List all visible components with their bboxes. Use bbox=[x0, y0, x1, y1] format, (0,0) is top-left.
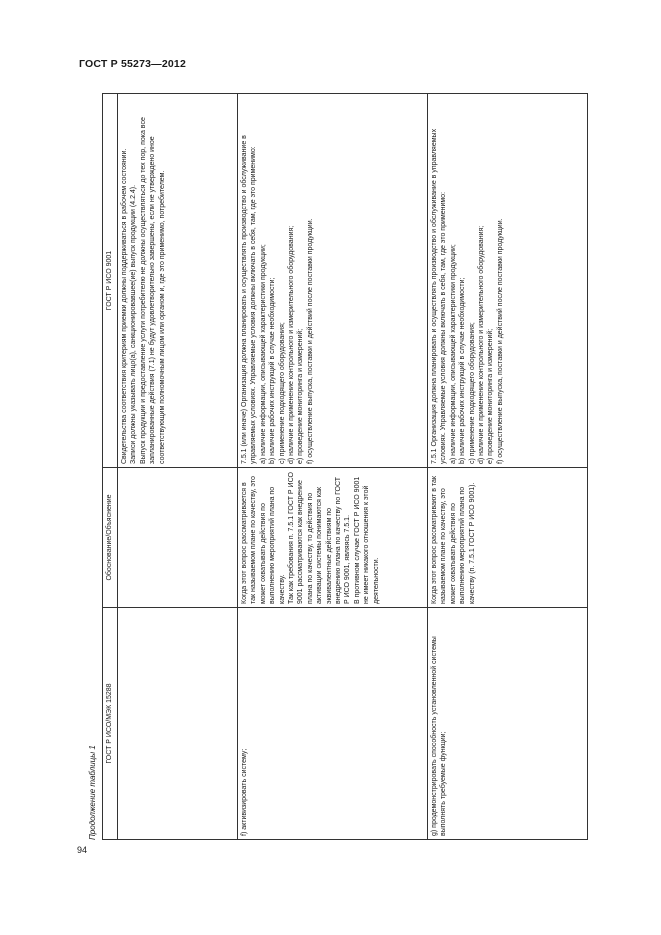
page-number: 94 bbox=[77, 845, 88, 855]
cell-paragraph: Так как требования п. 7.5.1 ГОСТ Р ИСО 9001 рассматриваются как внедрение плана по качеству, то действия по активации системы понимаются как эквивалентные действиям по внедрению плана по качеству по ГОСТ Р ИСО 9001, являясь 7.5.1. bbox=[288, 472, 352, 604]
cell-iso15288: f) активизировать систему; bbox=[238, 608, 428, 840]
cell-rationale bbox=[428, 468, 588, 608]
column-header-iso9001: ГОСТ Р ИСО 9001 bbox=[103, 94, 118, 468]
cell-list-item: e) проведение мониторинга и измерений; bbox=[487, 328, 495, 464]
cell-paragraph: Когда этот вопрос рассматривается в так называемом плане по качеству, это может охватывать действия по выполнению мероприятий плана по качеству. bbox=[241, 476, 286, 604]
cell-iso15288 bbox=[118, 608, 238, 840]
cell-paragraph: Свидетельства соответствия критериям приемки должны поддерживаться в рабочем состоянии. bbox=[121, 148, 128, 464]
column-header-iso15288: ГОСТ Р ИСО/МЭК 15288 bbox=[103, 608, 118, 840]
cell-rationale bbox=[238, 468, 428, 608]
table-caption: Продолжение таблицы 1 bbox=[88, 745, 97, 840]
cell-iso15288: g) продемонстрировать способность установленной системы выполнять требуемые функции; bbox=[428, 608, 588, 840]
cell-paragraph: 7.5.1 Организация должна планировать и осуществлять производство и обслуживание в управляемых условиях. Управляемые условия должны включать в себя, там, где это применимо: bbox=[431, 128, 448, 464]
cell-list-item: e) проведение мониторинга и измерений; bbox=[297, 328, 305, 464]
column-header-rationale: Обоснование/Объяснение bbox=[103, 468, 118, 608]
table-row bbox=[428, 94, 588, 840]
comparison-table bbox=[102, 93, 588, 840]
cell-iso9001 bbox=[428, 94, 588, 468]
table-row bbox=[118, 94, 238, 840]
cell-paragraph: Когда этот вопрос рассматривают в так называемом плане по качеству, это может охватывать действия по выполнению мероприятий плана по качеству (п. 7.5.1 ГОСТ Р ИСО 9001). bbox=[431, 476, 476, 604]
cell-list-item: d) наличие и применение контрольного и измерительного оборудования; bbox=[288, 225, 296, 464]
cell-list-item: a) наличие информации, описывающей характеристики продукции; bbox=[449, 244, 457, 464]
cell-list-item: d) наличие и применение контрольного и измерительного оборудования; bbox=[478, 225, 486, 464]
rotated-table-area bbox=[88, 94, 578, 840]
cell-iso9001 bbox=[238, 94, 428, 468]
cell-rationale bbox=[118, 468, 238, 608]
cell-paragraph: 7.5.1 (или иначе) Организация должна планировать и осуществлять производство и обслуживание в управляемых условиях. Управляемые условия должны включать в себя, там, где это применимо: bbox=[241, 135, 258, 464]
cell-list-item: c) применение подходящего оборудования; bbox=[278, 322, 286, 464]
cell-paragraph: Записи должны указывать лицо(а), санкционировавшее(ие) выпуск продукции (4.2.4). bbox=[130, 184, 138, 464]
table-row bbox=[238, 94, 428, 840]
cell-paragraph: В противном случае ГОСТ Р ИСО 9001 не имеет никакого отношения к этой деятельности. bbox=[353, 476, 380, 604]
table-header-row bbox=[103, 94, 118, 840]
document-header: ГОСТ Р 55273—2012 bbox=[79, 58, 187, 70]
cell-list-item: a) наличие информации, описывающей характеристики продукции; bbox=[259, 244, 267, 464]
cell-list-item: b) наличие рабочих инструкций в случае необходимости; bbox=[269, 277, 277, 464]
cell-list-item: c) применение подходящего оборудования; bbox=[468, 322, 476, 464]
cell-list-item: f) осуществление выпуска, поставки и действий после поставки продукции. bbox=[306, 218, 314, 464]
cell-iso9001 bbox=[118, 94, 238, 468]
cell-list-item: b) наличие рабочих инструкций в случае необходимости; bbox=[459, 277, 467, 464]
cell-paragraph: Выпуск продукции и предоставление услуги потребителю не должны осуществляться до тех пор, пока все запланированные действия (7.1) не будут удовлетворительно завершены, если не утверждено иное соответствующим полномочным лицом или органом и, где это применимо, потребителем. bbox=[139, 117, 166, 464]
cell-list-item: f) осуществление выпуска, поставки и действий после поставки продукции. bbox=[496, 218, 504, 464]
